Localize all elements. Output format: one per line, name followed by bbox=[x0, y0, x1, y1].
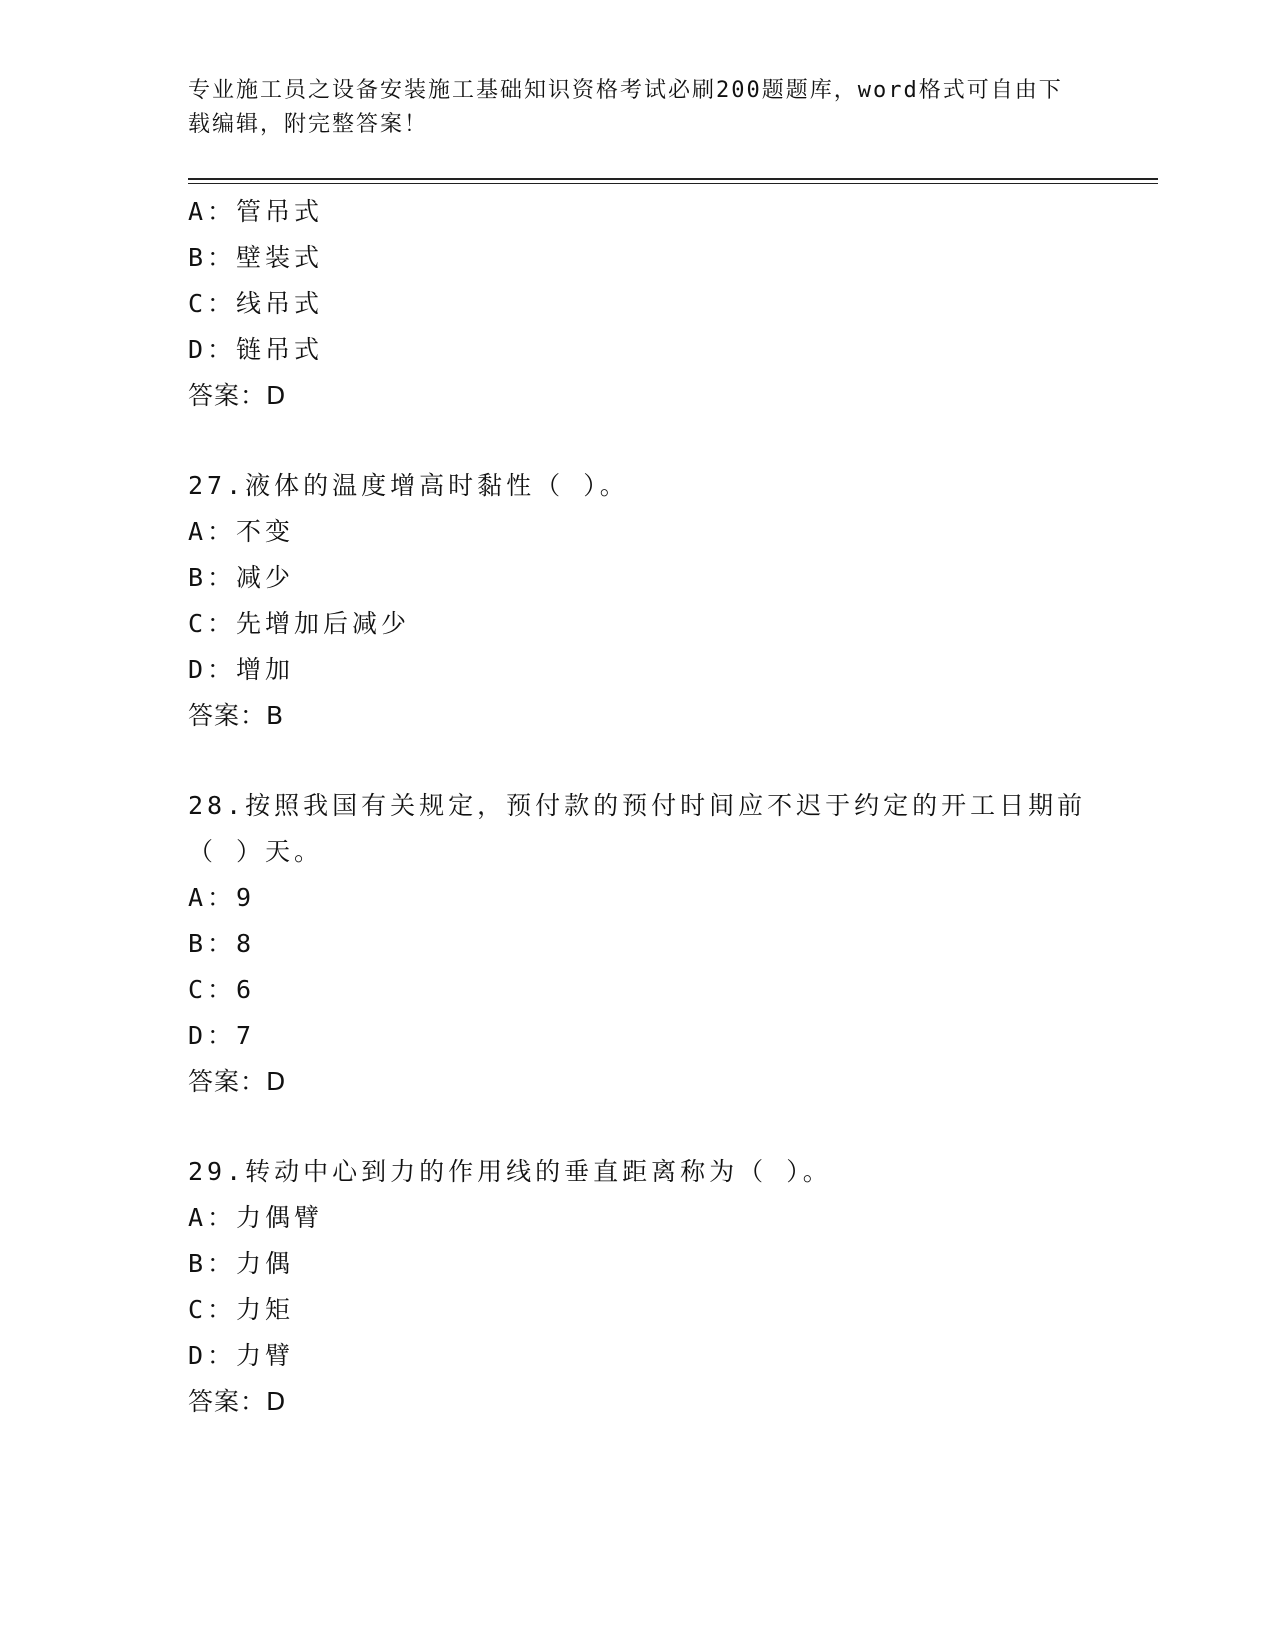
option-c: C：线吊式 bbox=[188, 289, 324, 318]
question-stem: 27.液体的温度增高时黏性（ ）。 bbox=[188, 471, 629, 500]
option-d: D：增加 bbox=[188, 655, 295, 684]
option-a: A：力偶臂 bbox=[188, 1203, 324, 1232]
document-title: 专业施工员之设备安装施工基础知识资格考试必刷200题题库，word格式可自由下载编辑，附完整答案！ bbox=[188, 78, 1063, 137]
option-c: C：力矩 bbox=[188, 1295, 295, 1324]
answer-text: 答案：D bbox=[188, 1387, 287, 1416]
option-d: D：力臂 bbox=[188, 1341, 295, 1370]
question-stem: 28.按照我国有关规定，预付款的预付时间应不迟于约定的开工日期前（ ）天。 bbox=[188, 791, 1087, 866]
answer-text: 答案：B bbox=[188, 701, 285, 730]
option-b: B：8 bbox=[188, 929, 256, 958]
option-b: B：减少 bbox=[188, 563, 295, 592]
question-block bbox=[188, 1149, 1088, 1425]
header-divider bbox=[188, 178, 1158, 180]
option-a: A：不变 bbox=[188, 517, 295, 546]
question-block bbox=[188, 189, 1088, 419]
question-block bbox=[188, 783, 1088, 1105]
option-c: C：先增加后减少 bbox=[188, 609, 411, 638]
option-c: C：6 bbox=[188, 975, 256, 1004]
question-stem: 29.转动中心到力的作用线的垂直距离称为（ ）。 bbox=[188, 1157, 832, 1186]
answer-text: 答案：D bbox=[188, 381, 287, 410]
option-d: D：7 bbox=[188, 1021, 256, 1050]
option-d: D：链吊式 bbox=[188, 335, 324, 364]
option-b: B：壁装式 bbox=[188, 243, 324, 272]
header-divider-thin bbox=[188, 183, 1158, 184]
option-b: B：力偶 bbox=[188, 1249, 295, 1278]
option-a: A：管吊式 bbox=[188, 197, 324, 226]
question-list bbox=[188, 189, 1088, 1425]
option-a: A：9 bbox=[188, 883, 256, 912]
answer-text: 答案：D bbox=[188, 1067, 287, 1096]
question-block bbox=[188, 463, 1088, 739]
